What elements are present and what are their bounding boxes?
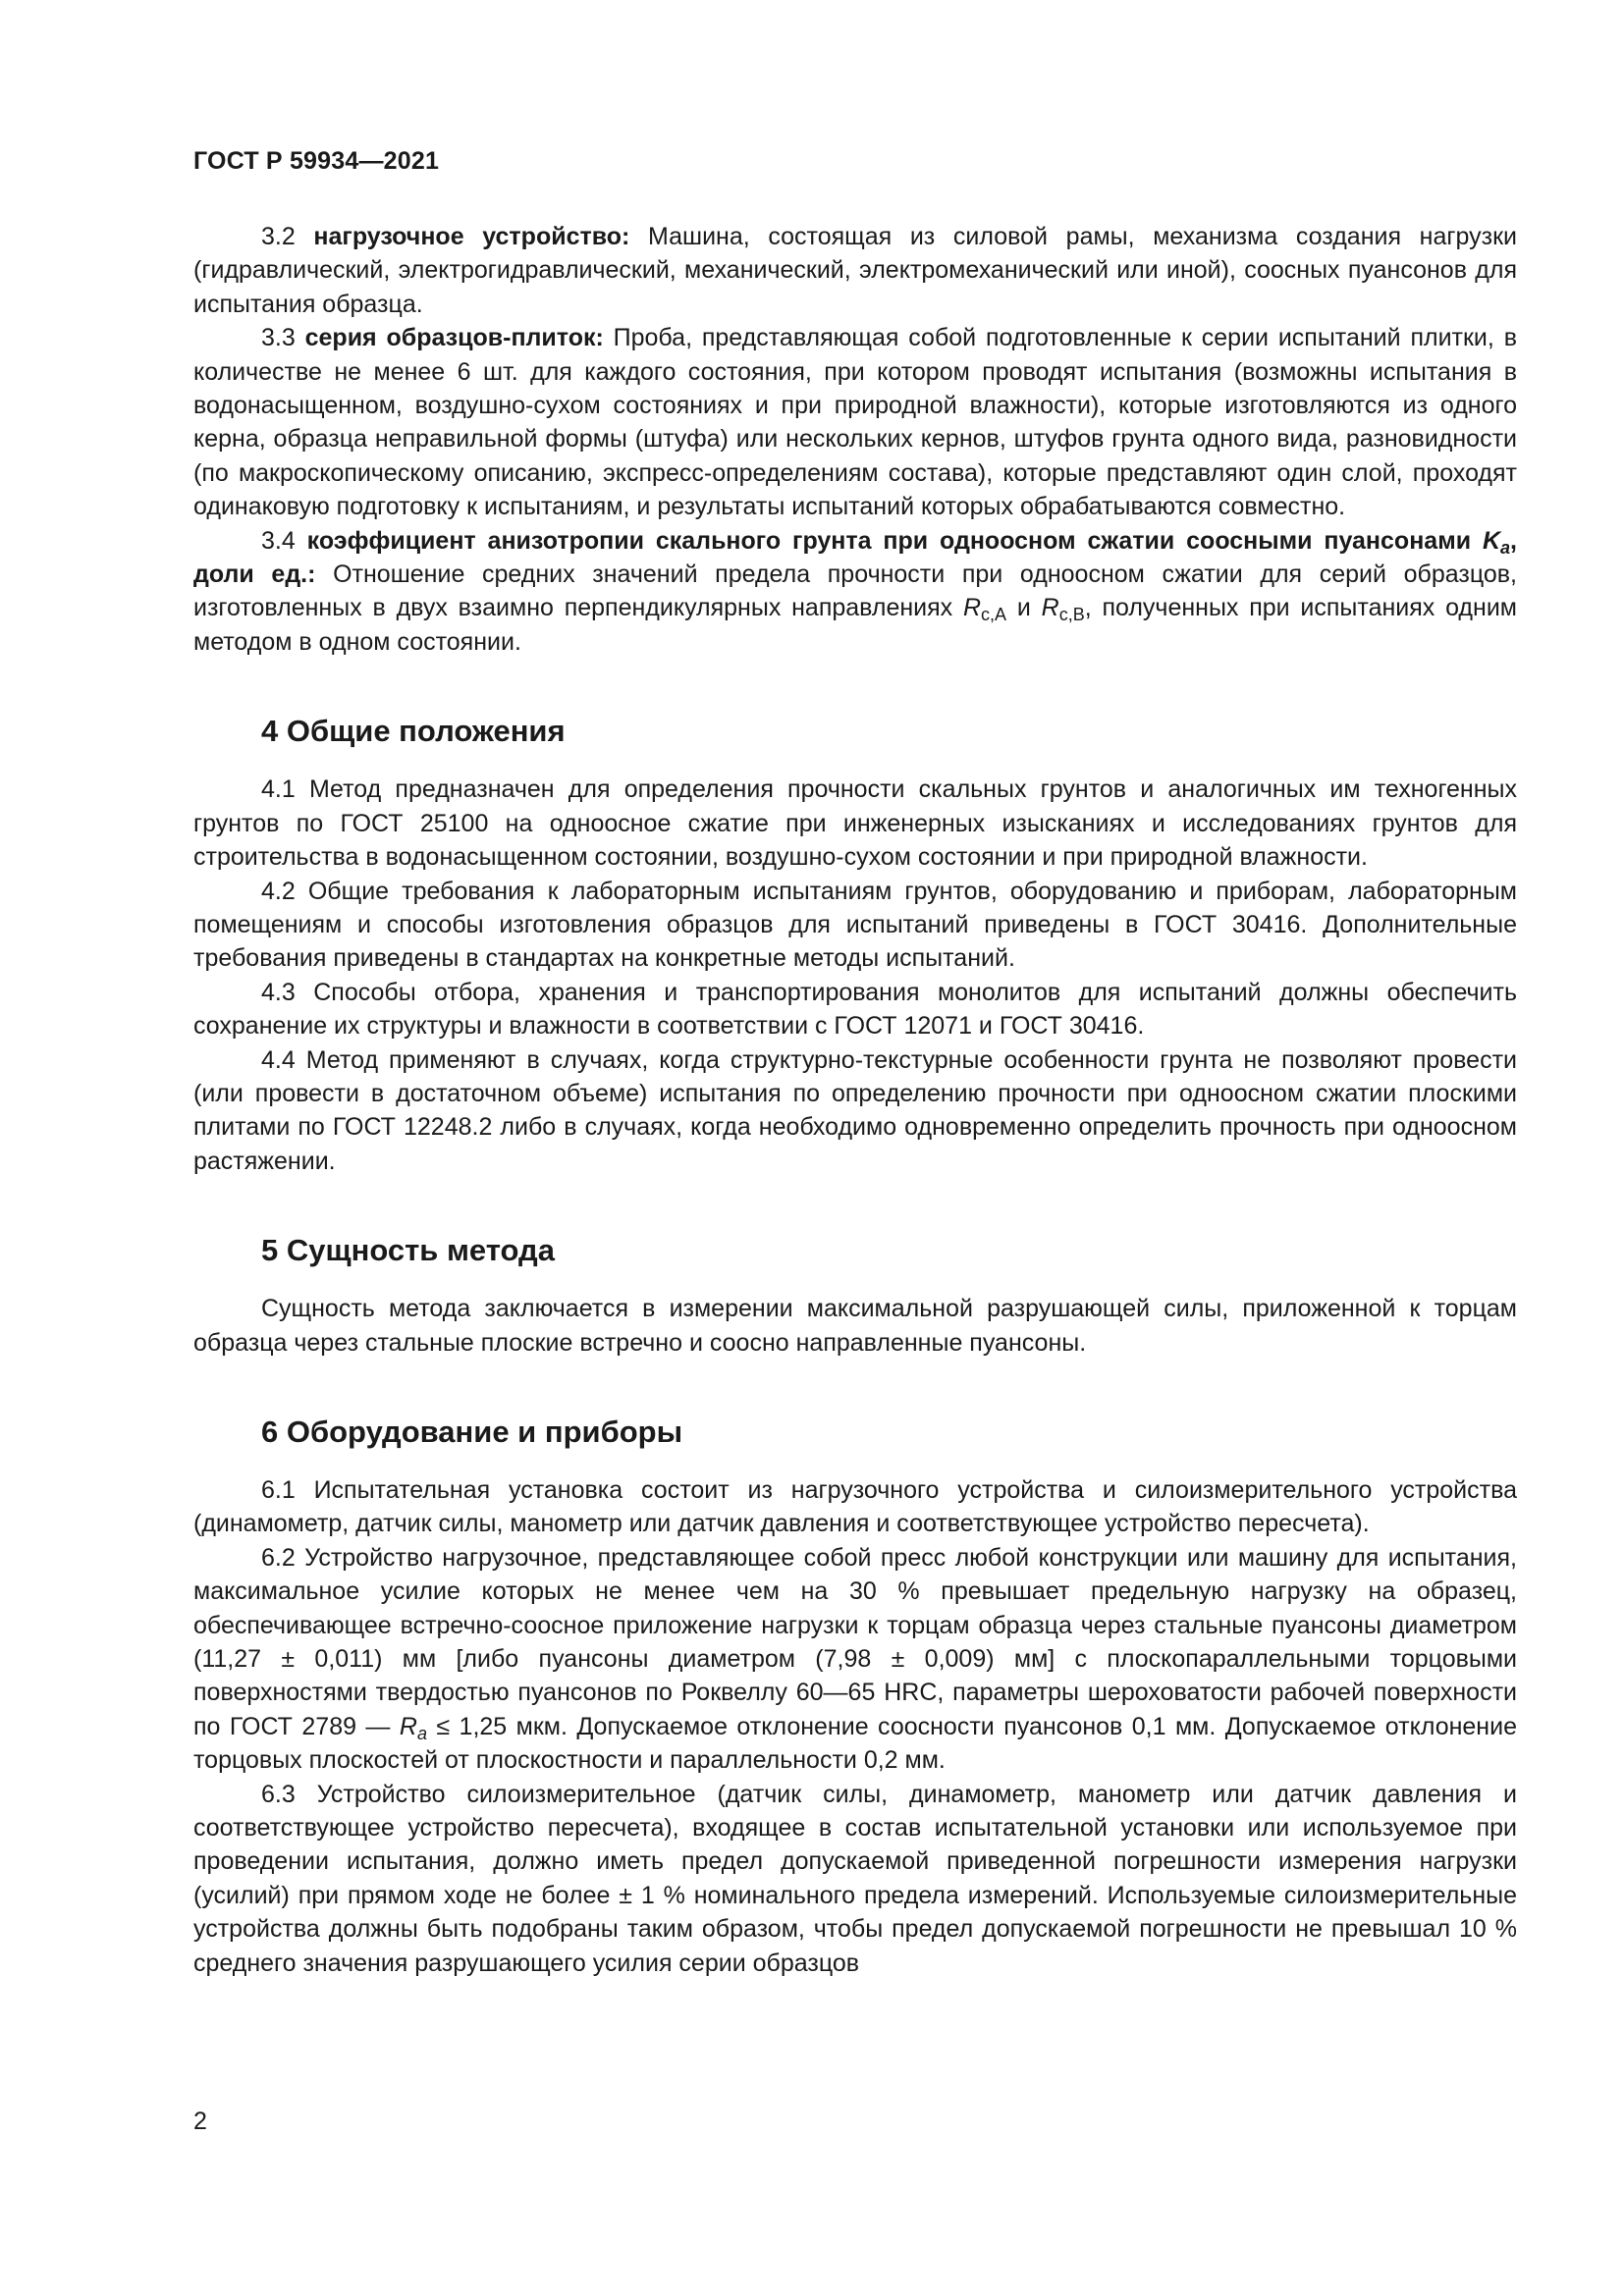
page-number: 2 [193, 2108, 207, 2135]
symbol-r-subscript-b: c,B [1058, 605, 1085, 625]
paragraph-3-3 [193, 321, 1517, 523]
clause-number: 3.3 [261, 324, 296, 352]
clause-number: 3.2 [261, 223, 296, 250]
page-content [193, 220, 1517, 1980]
term-definition: серия образцов-плиток: [304, 324, 604, 352]
clause-number: 3.4 [261, 526, 296, 555]
term-unit: , доли ед.: [193, 526, 1517, 589]
paragraph-5: Сущность метода заключается в измерении максимальной разрушающей силы, приложенной к торцам образца через стальные плоские встречно и соосно направленные пуансоны. [193, 1295, 1517, 1357]
symbol-r: R [962, 594, 982, 622]
term-definition: нагрузочное устройство: [313, 223, 630, 250]
definition-text: Отношение средних значений предела прочности при одноосном сжатии для серий образцов, изготовленных в двух взаимно перпендикулярных направлениях [193, 561, 1517, 622]
term-text: коэффициент анизотропии скального грунта при одноосном сжатии соосными пуансонами [306, 526, 1472, 555]
paragraph-text-end: ≤ 1,25 мкм. Допускаемое отклонение соосности пуансонов 0,1 мм. Допускаемое отклонение торцовых плоскостей от плоскостности и параллельности 0,2 мм. [193, 1712, 1517, 1775]
document-code-header: ГОСТ Р 59934—2021 [193, 147, 440, 175]
paragraph-4-4: 4.4 Метод применяют в случаях, когда структурно-текстурные особенности грунта не позволяют провести (или провести в достаточном объеме) испытания по определению прочности при одноосном сжатии плоскими плитами по ГОСТ 12248.2 либо в случаях, когда необходимо одновременно определить прочность при одноосном растяжении. [193, 1045, 1517, 1175]
symbol-r-subscript-a: c,A [981, 605, 1007, 625]
paragraph-3-4 [193, 524, 1517, 660]
paragraph-4-2: 4.2 Общие требования к лабораторным испытаниям грунтов, оборудованию и приборам, лабораторным помещениям и способы изготовления образцов для испытаний приведены в ГОСТ 30416. Дополнительные требования приведены в стандартах на конкретные методы испытаний. [193, 877, 1517, 973]
symbol-k: K [1482, 526, 1501, 555]
symbol-r-subscript: a [416, 1723, 427, 1743]
definition-text: Проба, представляющая собой подготовленные к серии испытаний плитки, в количестве не менее 6 шт. для каждого состояния, при котором проводят испытания (возможны испытания в водонасыщенном, воздушно-сухом состояниях и при природной влажности), которые изготовляются из одного керна, образца неправильной формы (штуфа) или нескольких кернов, штуфов грунта одного вида, разновидности (по макроскопическому описанию, экспресс-определениям состава), которые представляют один слой, проходят одинаковую подготовку к испытаниям, и результаты испытаний которых обрабатываются совместно. [193, 324, 1517, 521]
paragraph-6-3: 6.3 Устройство силоизмерительное (датчик силы, динамометр, манометр или датчик давления и соответствующее устройство пересчета), входящее в состав испытательной установки или используемое при проведении испытания, должно иметь предел допускаемой приведенной погрешности измерения нагрузки (усилий) при прямом ходе не более ± 1 % номинального предела измерений. Используемые силоизмерительные устройства должны быть подобраны таким образом, чтобы предел допускаемой погрешности не превышал 10 % среднего значения разрушающего усилия серии образцов [193, 1780, 1517, 1977]
section-heading-4: 4 Общие положения [261, 714, 566, 749]
paragraph-3-2 [193, 220, 1517, 321]
symbol-k-subscript: a [1500, 537, 1511, 558]
paragraph-text: 6.2 Устройство нагрузочное, представляющее собой пресс любой конструкции или машину для испытания, максимальное усилие которых не менее чем на 30 % превышает предельную нагрузку на образец, обеспечивающее встречно-соосное приложение нагрузки к торцам образца через стальные пуансоны диаметром (11,27 ± 0,011) мм [либо пуансоны диаметром (7,98 ± 0,009) мм] с плоскопараллельными торцовыми поверхностями твердостью пуансонов по Роквеллу 60—65 HRC, параметры шероховатости рабочей поверхности по ГОСТ 2789 — [193, 1543, 1517, 1740]
symbol-r: R [399, 1712, 417, 1740]
section-heading-6: 6 Оборудование и приборы [261, 1414, 683, 1449]
section-heading-5: 5 Сущность метода [261, 1233, 555, 1268]
paragraph-6-2 [193, 1541, 1517, 1778]
conjunction: и [1016, 594, 1031, 622]
symbol-r: R [1041, 594, 1059, 622]
paragraph-6-1: 6.1 Испытательная установка состоит из нагрузочного устройства и силоизмерительного устройства (динамометр, датчик силы, манометр или датчик давления и соответствующее устройство пересчета). [193, 1475, 1517, 1538]
definition-text-end: , полученных при испытаниях одним методом в одном состоянии. [193, 594, 1517, 656]
definition-text: Машина, состоящая из силовой рамы, механизма создания нагрузки (гидравлический, электрогидравлический, механический, электромеханический или иной), соосных пуансонов для испытания образца. [193, 223, 1517, 318]
paragraph-4-3: 4.3 Способы отбора, хранения и транспортирования монолитов для испытаний должны обеспечить сохранение их структуры и влажности в соответствии с ГОСТ 12071 и ГОСТ 30416. [193, 978, 1517, 1041]
paragraph-4-1: 4.1 Метод предназначен для определения прочности скальных грунтов и аналогичных им техногенных грунтов по ГОСТ 25100 на одноосное сжатие при инженерных изысканиях и исследованиях грунтов для строительства в водонасыщенном состоянии, воздушно-сухом состоянии и при природной влажности. [193, 775, 1517, 872]
